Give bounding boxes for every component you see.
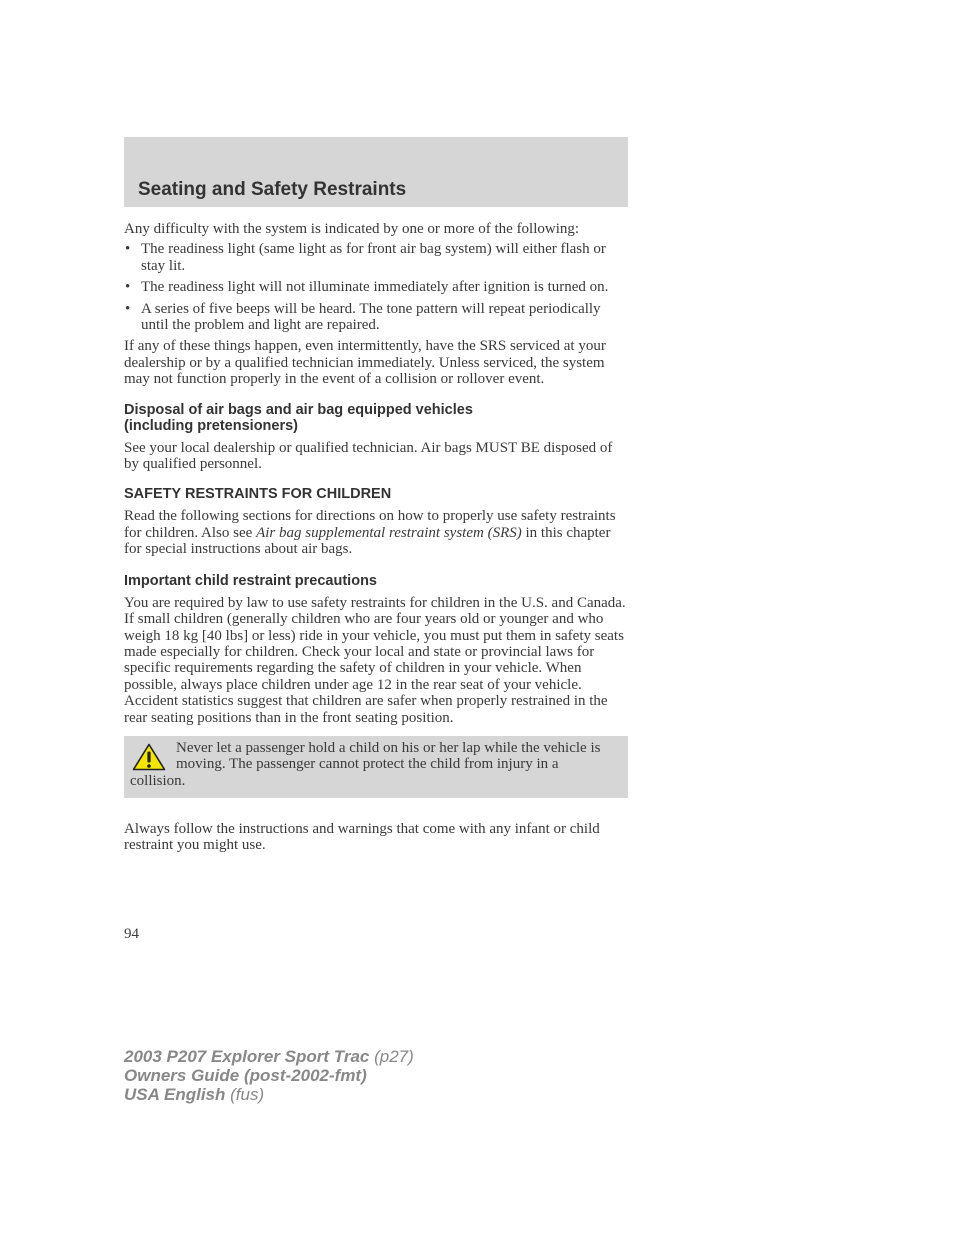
disposal-heading — [124, 402, 628, 434]
children-text-before: Read the following sections for directions on how to properly use safety restraints for children. Also see — [124, 508, 616, 541]
list-item — [124, 241, 628, 274]
children-paragraph — [124, 508, 628, 557]
children-heading: SAFETY RESTRAINTS FOR CHILDREN — [124, 486, 392, 503]
srs-service-paragraph: If any of these things happen, even intermittently, have the SRS serviced at your dealership or by a qualified technician immediately. Unless serviced, the system may not function properly in the event of a collision or rollover event. — [124, 338, 606, 388]
list-item — [124, 279, 628, 295]
footer-language: USA English — [124, 1085, 226, 1104]
section-header — [124, 137, 628, 207]
bullet-marker: • — [125, 279, 131, 296]
disposal-paragraph: See your local dealership or qualified technician. Air bags MUST BE disposed of by qualified personnel. — [124, 439, 613, 473]
footer-model: 2003 P207 Explorer Sport Trac — [124, 1047, 370, 1066]
footer-guide: Owners Guide (post-2002-fmt) — [124, 1066, 367, 1085]
document-footer — [124, 1047, 414, 1104]
bullet-marker: • — [125, 300, 131, 317]
page-content — [124, 221, 628, 854]
footer-line-2 — [124, 1066, 414, 1085]
list-item-text: The readiness light will not illuminate immediately after ignition is turned on. — [141, 279, 609, 296]
footer-line-1 — [124, 1047, 414, 1066]
footer-model-code: (p27) — [369, 1047, 414, 1066]
precautions-heading: Important child restraint precautions — [124, 572, 377, 589]
warning-text: Never let a passenger hold a child on his or her lap while the vehicle is moving. The passenger cannot protect the child from injury in a collision. — [130, 739, 601, 789]
warning-box — [124, 736, 628, 798]
symptom-list — [124, 241, 628, 333]
precautions-paragraph: You are required by law to use safety restraints for children in the U.S. and Canada. If small children (generally children who are four years old or younger and who weigh 18 kg [40 lbs] or less) ride in your vehicle, you must put them in safety seats made especially for children. Check your local and state or provincial laws for specific requirements regarding the safety of children in your vehicle. When possible, always place children under age 12 in the rear seat of your vehicle. Accident statistics suggest that children are safer when properly restrained in the rear seating positions than in the front seating position. — [124, 594, 626, 726]
warning-triangle-icon — [132, 743, 166, 771]
list-item-text: The readiness light (same light as for front air bag system) will either flash or stay lit. — [141, 241, 606, 274]
srs-reference: Air bag supplemental restraint system (SRS) — [256, 524, 522, 541]
list-item-text: A series of five beeps will be heard. The tone pattern will repeat periodically until the problem and light are repaired. — [141, 300, 601, 334]
closing-paragraph: Always follow the instructions and warnings that come with any infant or child restraint you might use. — [124, 820, 600, 854]
bullet-marker: • — [125, 241, 131, 258]
section-title: Seating and Safety Restraints — [138, 179, 407, 200]
footer-language-code: (fus) — [225, 1085, 265, 1104]
disposal-heading-line2: (including pretensioners) — [124, 417, 299, 434]
footer-line-3 — [124, 1085, 414, 1104]
list-item — [124, 301, 628, 334]
page-number: 94 — [124, 926, 139, 942]
disposal-heading-line1: Disposal of air bags and air bag equipped vehicles — [124, 401, 473, 418]
children-text-after: in this chapter for special instructions about air bags. — [124, 524, 611, 558]
intro-paragraph: Any difficulty with the system is indicated by one or more of the following: — [124, 221, 580, 237]
